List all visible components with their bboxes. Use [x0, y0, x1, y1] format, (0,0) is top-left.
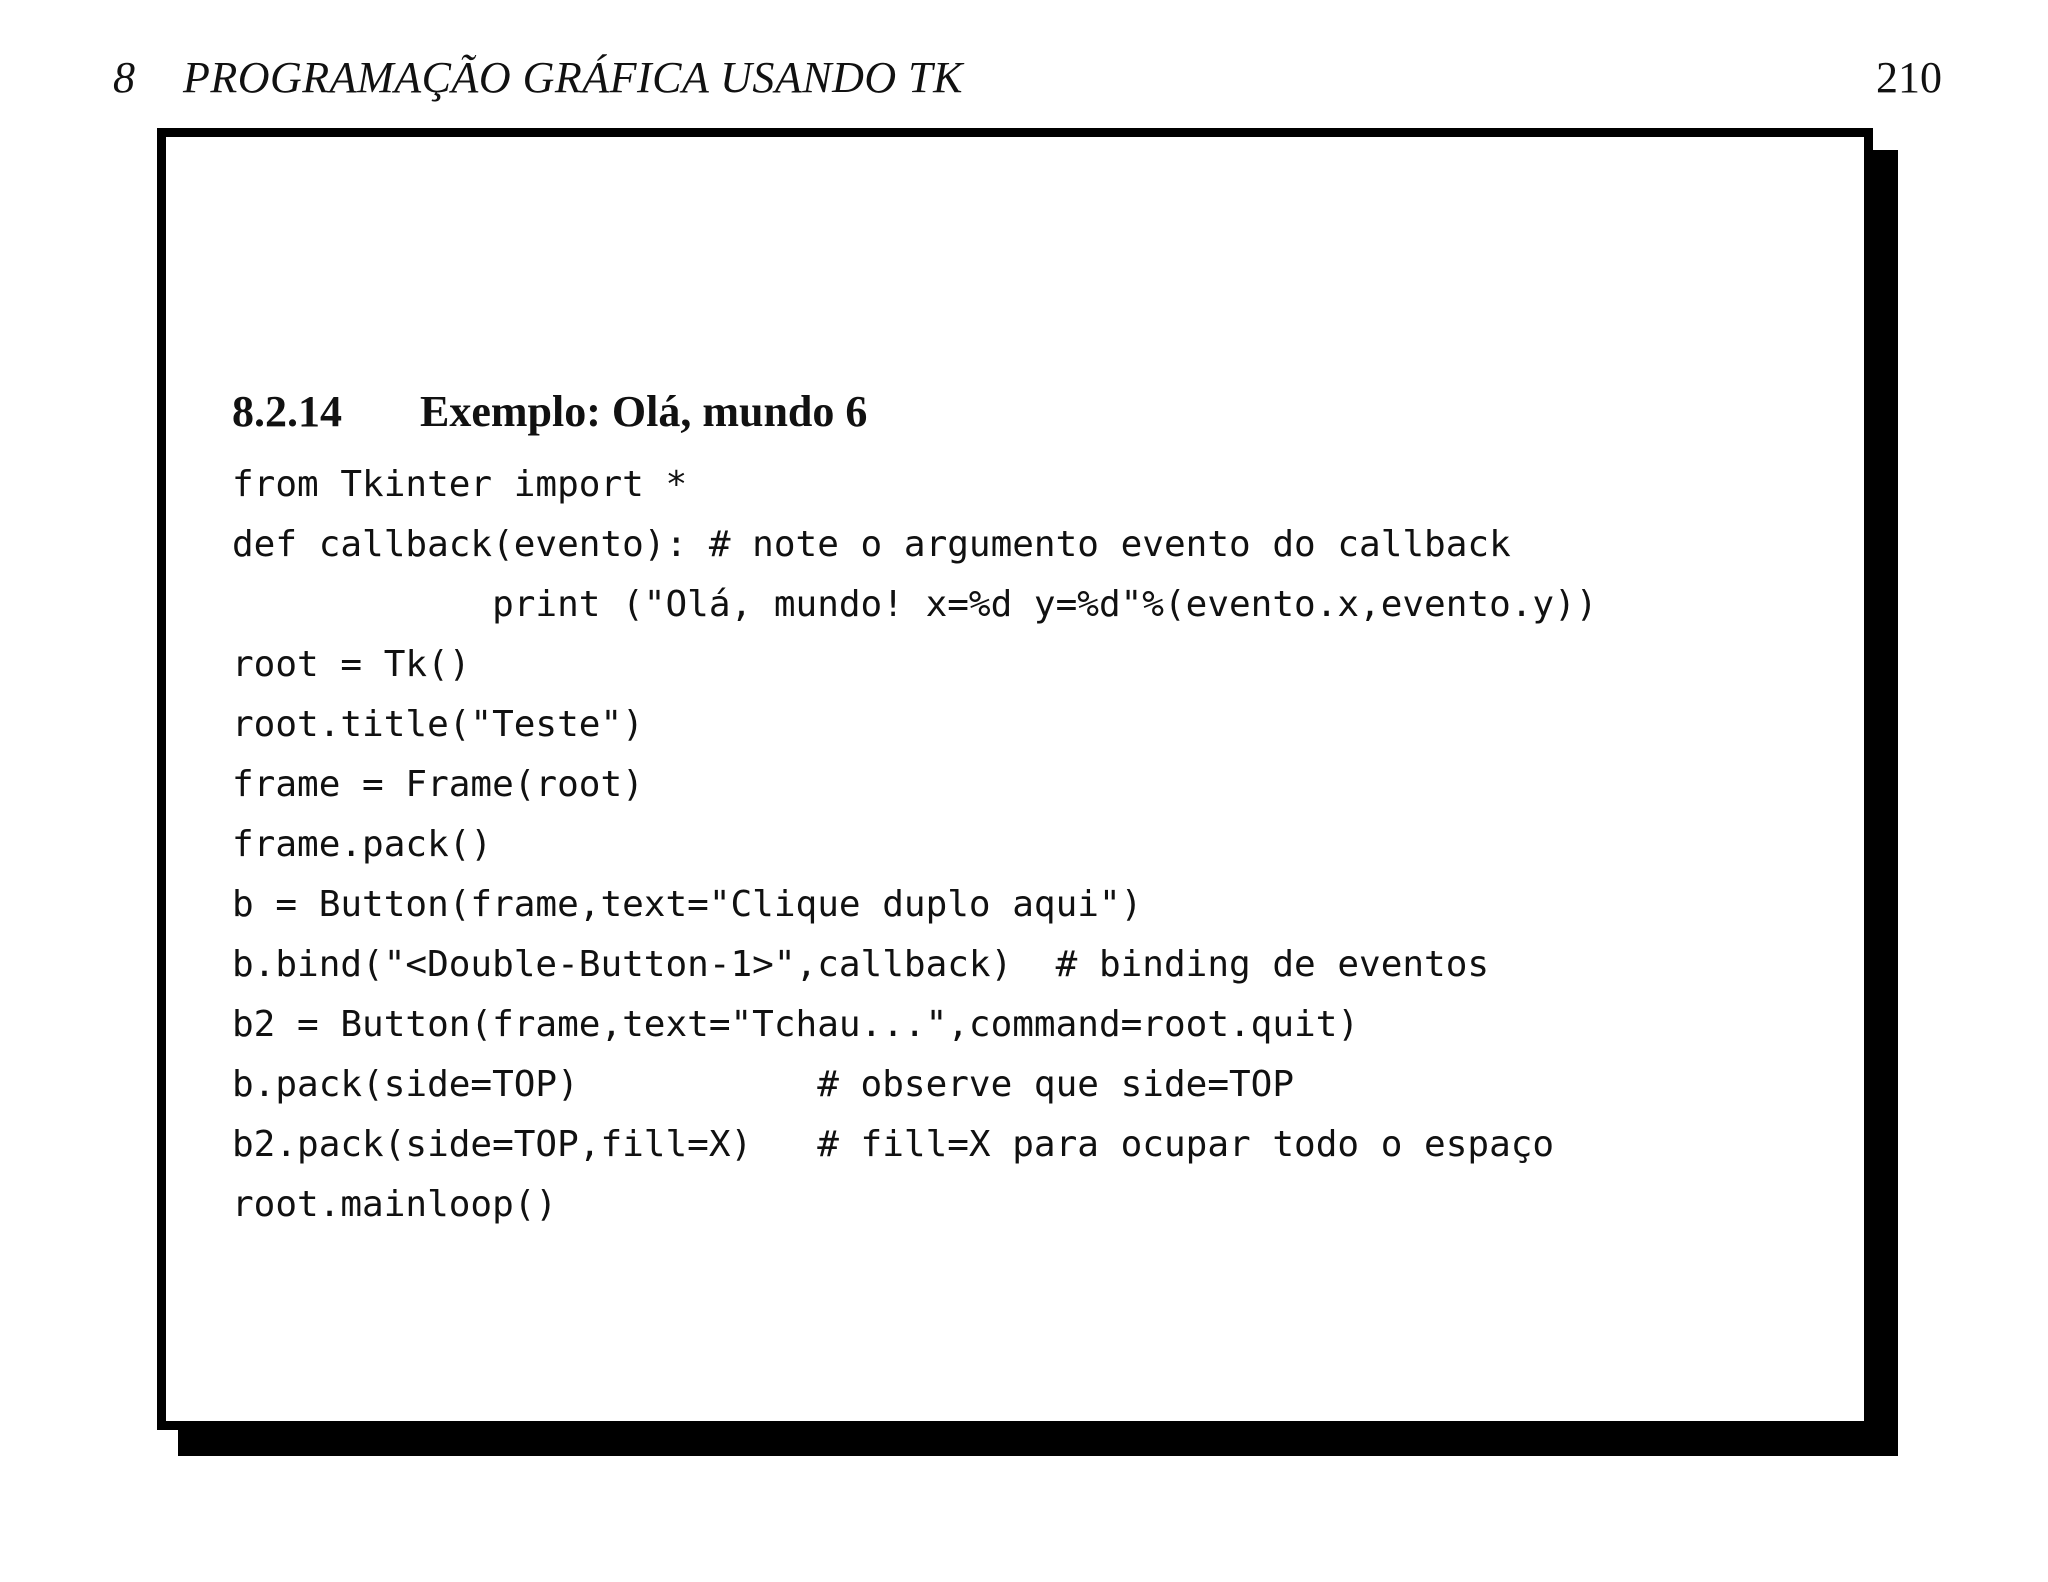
section-title: Exemplo: Olá, mundo 6	[420, 387, 868, 436]
code-line: root = Tk()	[232, 644, 471, 685]
code-line: frame = Frame(root)	[232, 764, 644, 805]
code-line: def callback(evento): # note o argumento evento do callback	[232, 524, 1511, 565]
slide-frame	[157, 128, 1873, 1430]
code-line: b2 = Button(frame,text="Tchau...",command=root.quit)	[232, 1004, 1360, 1045]
code-line: from Tkinter import *	[232, 464, 688, 505]
code-line: frame.pack()	[232, 824, 493, 865]
chapter-number: 8	[113, 53, 135, 102]
page-number: 210	[1876, 53, 1942, 102]
section-number: 8.2.14	[232, 387, 342, 436]
code-line: b.pack(side=TOP) # observe que side=TOP	[232, 1064, 1295, 1105]
code-listing	[232, 455, 1597, 1235]
section-heading	[232, 386, 867, 437]
code-line: b2.pack(side=TOP,fill=X) # fill=X para ocupar todo o espaço	[232, 1124, 1555, 1165]
code-line: root.mainloop()	[232, 1184, 558, 1225]
chapter-title: PROGRAMAÇÃO GRÁFICA USANDO TK	[183, 53, 963, 102]
code-line: b.bind("<Double-Button-1>",callback) # binding de eventos	[232, 944, 1490, 985]
code-line: print ("Olá, mundo! x=%d y=%d"%(evento.x,evento.y))	[232, 584, 1598, 625]
running-header	[113, 52, 1942, 112]
code-line: b = Button(frame,text="Clique duplo aqui")	[232, 884, 1143, 925]
code-line: root.title("Teste")	[232, 704, 644, 745]
